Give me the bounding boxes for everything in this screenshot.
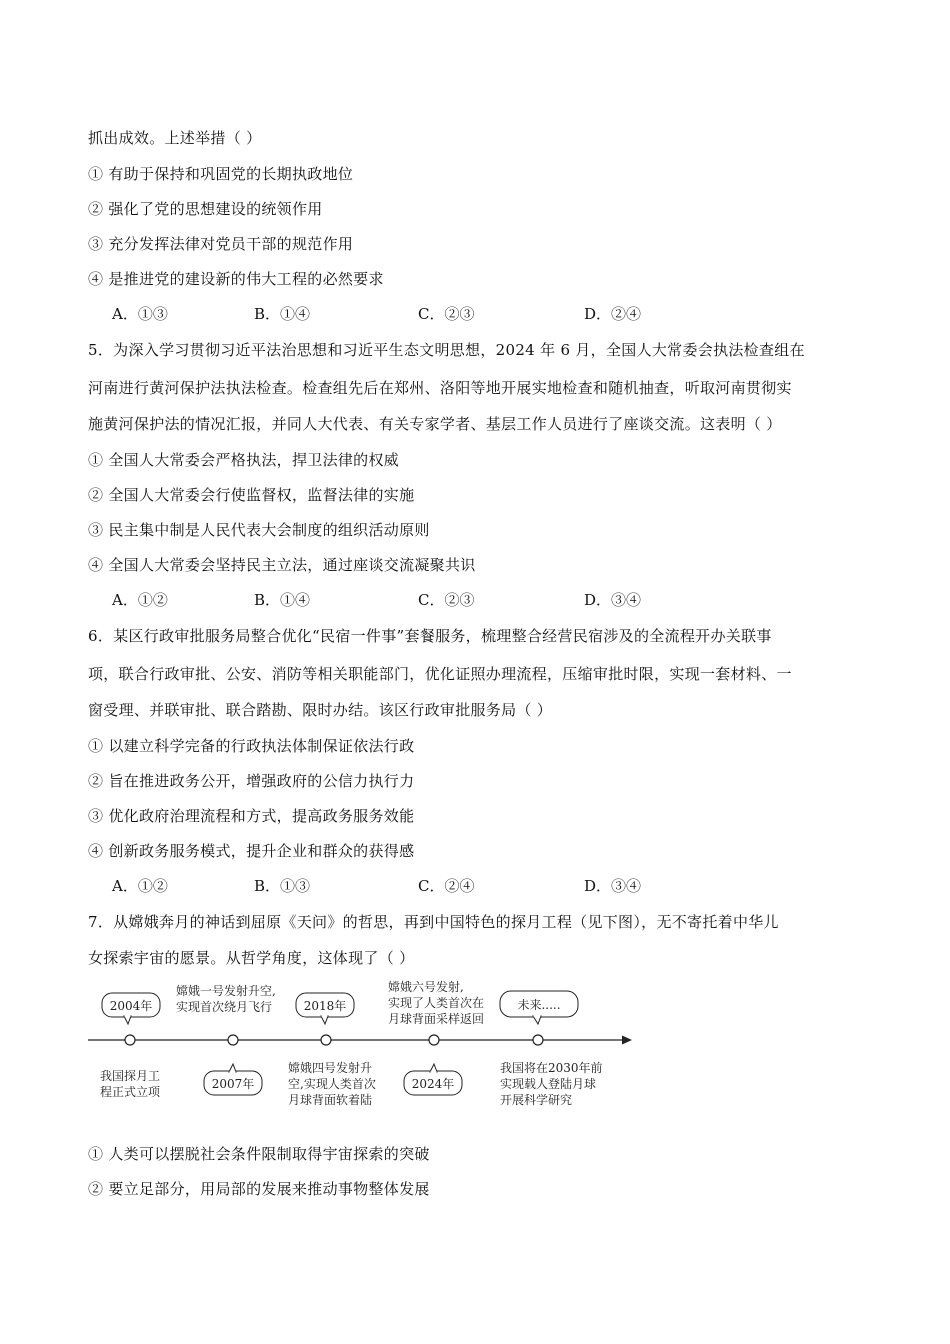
q4-option-d: D．②④ (584, 305, 642, 323)
timeline-2024-desc-2: 实现了人类首次在 (388, 996, 485, 1010)
q7-item-2: ② 要立足部分，用局部的发展来推动事物整体发展 (88, 1180, 430, 1198)
timeline-2007-desc-1: 嫦娥一号发射升空, (176, 984, 276, 998)
q6-item-2: ② 旨在推进政务公开，增强政府的公信力执行力 (88, 772, 415, 790)
q6-stem-line-3: 窗受理、并联审批、联合踏勘、限时办结。该区行政审批服务局（ ） (88, 701, 553, 719)
timeline-2024-desc-3: 月球背面采样返回 (388, 1012, 485, 1026)
timeline-2018-desc-1: 嫦娥四号发射升 (288, 1061, 373, 1075)
q7-item-1: ① 人类可以摆脱社会条件限制取得宇宙探索的突破 (88, 1145, 430, 1163)
q7-stem-line-2: 女探索宇宙的愿景。从哲学角度，这体现了（ ） (88, 949, 415, 967)
timeline-future-label: 未来..... (517, 998, 561, 1012)
q5-option-b: B．①④ (254, 591, 311, 609)
q5-item-3: ③ 民主集中制是人民代表大会制度的组织活动原则 (88, 521, 430, 539)
q5-item-4: ④ 全国人大常委会坚持民主立法，通过座谈交流凝聚共识 (88, 556, 476, 574)
q6-option-c: C．②④ (418, 877, 475, 895)
q6-item-4: ④ 创新政务服务模式，提升企业和群众的获得感 (88, 842, 415, 860)
timeline-node-future (533, 1035, 543, 1045)
q6-item-1: ① 以建立科学完备的行政执法体制保证依法行政 (88, 737, 415, 755)
q6-option-a: A．①② (112, 877, 168, 895)
timeline-2018-bubble (296, 993, 354, 1024)
timeline-2004-desc-2: 程正式立项 (100, 1085, 161, 1099)
lunar-exploration-timeline (0, 975, 950, 1120)
timeline-arrow-icon (622, 1036, 632, 1045)
q5-option-a: A．①② (112, 591, 168, 609)
q5-item-1: ① 全国人大常委会严格执法，捍卫法律的权威 (88, 451, 400, 469)
timeline-node-2004 (125, 1035, 135, 1045)
timeline-2018-desc-2: 空,实现人类首次 (288, 1077, 376, 1091)
q4-option-b: B．①④ (254, 305, 311, 323)
timeline-2007-bubble (204, 1064, 262, 1095)
q5-stem-line-2: 河南进行黄河保护法执法检查。检查组先后在郑州、洛阳等地开展实地检查和随机抽查，听取河南贯彻实 (88, 379, 792, 397)
timeline-2004-bubble (102, 993, 160, 1024)
q5-item-2: ② 全国人大常委会行使监督权，监督法律的实施 (88, 486, 415, 504)
timeline-node-2024 (429, 1035, 439, 1045)
q6-stem-line-1: 6．某区行政审批服务局整合优化“民宿一件事”套餐服务，梳理整合经营民宿涉及的全流程开办关联事 (88, 627, 772, 645)
timeline-2018-desc-3: 月球背面软着陆 (288, 1093, 373, 1107)
q5-stem-line-1: 5．为深入学习贯彻习近平法治思想和习近平生态文明思想，2024 年 6 月，全国人大常委会执法检查组在 (88, 341, 805, 359)
q4-option-c: C．②③ (418, 305, 475, 323)
timeline-2024-label: 2024年 (411, 1077, 455, 1091)
q4-option-a: A．①③ (112, 305, 168, 323)
timeline-2004-label: 2004年 (109, 999, 153, 1013)
q6-option-b: B．①③ (254, 877, 311, 895)
q7-stem-line-1: 7．从嫦娥奔月的神话到屈原《天问》的哲思，再到中国特色的探月工程（见下图），无不寄托着中华儿 (88, 913, 779, 931)
q4-stem-tail: 抓出成效。上述举措（ ） (88, 129, 262, 147)
q6-option-d: D．③④ (584, 877, 642, 895)
q6-item-3: ③ 优化政府治理流程和方式，提高政务服务效能 (88, 807, 415, 825)
timeline-2004-desc-1: 我国探月工 (100, 1069, 161, 1083)
q5-option-d: D．③④ (584, 591, 642, 609)
timeline-2007-desc-2: 实现首次绕月飞行 (176, 1000, 273, 1014)
q5-option-c: C．②③ (418, 591, 475, 609)
timeline-future-desc-3: 开展科学研究 (500, 1093, 573, 1107)
q4-item-4: ④ 是推进党的建设新的伟大工程的必然要求 (88, 270, 384, 288)
timeline-2024-desc-1: 嫦娥六号发射, (388, 980, 464, 994)
timeline-2007-label: 2007年 (211, 1077, 255, 1091)
timeline-2018-label: 2018年 (303, 999, 347, 1013)
timeline-future-desc-1: 我国将在2030年前 (500, 1061, 603, 1075)
timeline-future-desc-2: 实现载人登陆月球 (500, 1077, 597, 1091)
q4-item-2: ② 强化了党的思想建设的统领作用 (88, 200, 323, 218)
timeline-node-2007 (228, 1035, 238, 1045)
q5-stem-line-3: 施黄河保护法的情况汇报，并同人大代表、有关专家学者、基层工作人员进行了座谈交流。这表明（ ） (88, 415, 782, 433)
timeline-future-bubble (500, 991, 578, 1024)
timeline-node-2018 (321, 1035, 331, 1045)
q4-item-1: ① 有助于保持和巩固党的长期执政地位 (88, 165, 354, 183)
timeline-2024-bubble (404, 1064, 462, 1095)
q4-item-3: ③ 充分发挥法律对党员干部的规范作用 (88, 235, 354, 253)
q6-stem-line-2: 项，联合行政审批、公安、消防等相关职能部门，优化证照办理流程，压缩审批时限，实现一套材料、一 (88, 665, 792, 683)
